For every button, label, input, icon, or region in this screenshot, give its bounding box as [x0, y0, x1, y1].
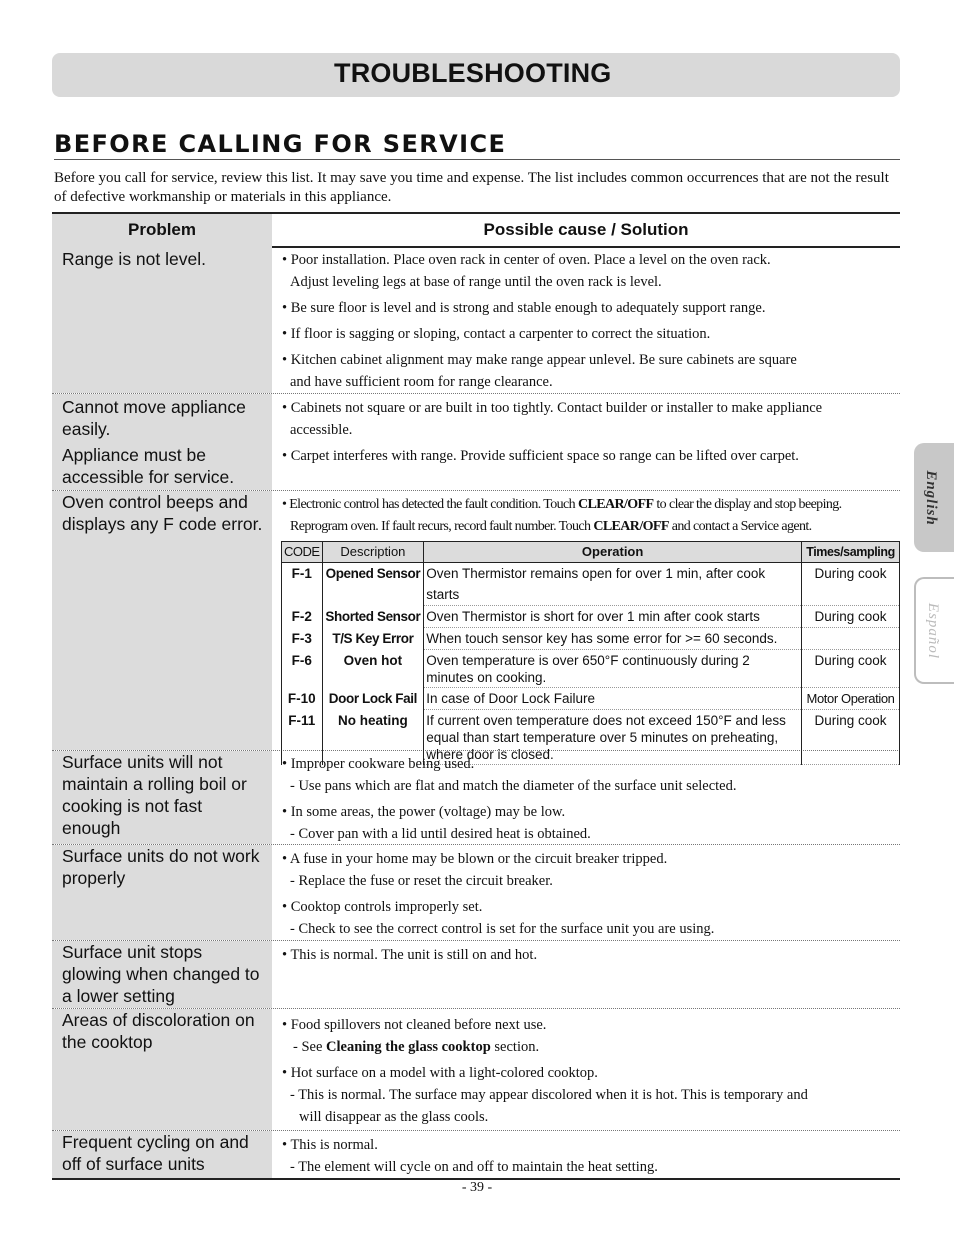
- fault-code-table: [281, 541, 900, 765]
- solution-item: • Hot surface on a model with a light-colored cooktop.: [282, 1065, 598, 1081]
- language-tab-label: Español: [925, 602, 941, 659]
- code-row: [282, 563, 900, 606]
- code-timing: [802, 628, 900, 650]
- solution-cell: [282, 397, 900, 467]
- code-timing: During cook: [802, 606, 900, 628]
- problem-cell: [52, 1131, 272, 1178]
- code-operation: Oven Thermistor remains open for over 1 min, after cook starts: [424, 563, 802, 606]
- table-row: [52, 845, 900, 941]
- solution-item: • Be sure floor is level and is strong and stable enough to adequately support range.: [282, 300, 766, 316]
- solution-sub: - Check to see the correct control is set for the surface unit you are using.: [290, 921, 715, 937]
- language-tab-label: English: [923, 469, 939, 526]
- problem-cell: [52, 751, 272, 844]
- problem-text: Surface units do not work properly: [62, 846, 260, 888]
- intro-paragraph: Before you call for service, review this list. It may save you time and expense. The list includes common occurrences that are not the result of defective workmanship or materials in this appliance.: [54, 170, 889, 205]
- page-title: TROUBLESHOOTING: [334, 58, 612, 88]
- language-tab-english[interactable]: [914, 443, 954, 552]
- solution-sub: - The element will cycle on and off to maintain the heat setting.: [290, 1159, 658, 1175]
- solution-sub: Adjust leveling legs at base of range until the oven rack is level.: [290, 274, 662, 290]
- problem-text: Cannot move appliance easily.: [62, 397, 246, 439]
- section-title: BEFORE CALLING FOR SERVICE: [54, 130, 507, 158]
- solution-sub: and have sufficient room for range clearance.: [290, 374, 553, 390]
- code-operation: If current oven temperature does not exceed 150°F and less equal than start temperature over 5 minutes on preheating, where door is closed.: [424, 710, 802, 765]
- code-description: Door Lock Fail: [322, 688, 424, 710]
- section-divider: [54, 159, 900, 160]
- solution-item: • In some areas, the power (voltage) may be low.: [282, 804, 566, 820]
- solution-sub: - See Cleaning the glass cooktop section.: [293, 1039, 540, 1055]
- solution-cell: [282, 753, 900, 845]
- solution-sub: accessible.: [290, 422, 353, 438]
- code-header: CODE: [282, 542, 323, 563]
- problem-text: Areas of discoloration on the cooktop: [62, 1010, 255, 1052]
- solution-sub: - Replace the fuse or reset the circuit breaker.: [290, 873, 553, 889]
- code-value: F-6: [282, 650, 323, 688]
- problem-cell: [52, 1009, 272, 1130]
- solution-item: • Carpet interferes with range. Provide sufficient space so range can be lifted over carpet.: [282, 448, 799, 464]
- problem-cell: [52, 941, 272, 1008]
- table-header: [52, 212, 900, 248]
- problem-text: Surface units will not maintain a rolling boil or cooking is not fast enough: [62, 752, 247, 838]
- header-solution: Possible cause / Solution: [483, 220, 689, 239]
- code-value: F-10: [282, 688, 323, 710]
- code-operation: When touch sensor key has some error for >= 60 seconds.: [424, 628, 802, 650]
- table-row: [52, 1131, 900, 1180]
- solution-cell: [282, 249, 900, 393]
- problem-cell: [52, 394, 272, 490]
- code-description: No heating: [322, 710, 424, 765]
- solution-item: • Electronic control has detected the fault condition. Touch CLEAR/OFF to clear the display and stop beeping.: [282, 497, 842, 512]
- operation-header: Operation: [424, 542, 802, 563]
- code-description: Shorted Sensor: [322, 606, 424, 628]
- problem-cell: [52, 491, 272, 750]
- solution-item: • A fuse in your home may be blown or the circuit breaker tripped.: [282, 851, 668, 867]
- solution-cell: [282, 848, 900, 940]
- solution-cell: [282, 1134, 900, 1178]
- problem-text: Appliance must be accessible for service.: [62, 445, 235, 487]
- code-operation: In case of Door Lock Failure: [424, 688, 802, 710]
- problem-cell: [52, 845, 272, 940]
- table-row: [52, 394, 900, 491]
- code-operation: Oven Thermistor is short for over 1 min after cook starts: [424, 606, 802, 628]
- code-description: Opened Sensor: [322, 563, 424, 606]
- times-header: Times/sampling: [802, 542, 900, 563]
- solution-sub: Reprogram oven. If fault recurs, record fault number. Touch CLEAR/OFF and contact a Service agent.: [290, 519, 812, 534]
- solution-cell: [282, 944, 900, 966]
- solution-item: • This is normal. The unit is still on and hot.: [282, 947, 538, 963]
- solution-item: • Cabinets not square or are built in too tightly. Contact builder or installer to make appliance: [282, 400, 823, 416]
- page-number: - 39 -: [461, 1180, 493, 1195]
- code-value: F-3: [282, 628, 323, 650]
- table-row: [52, 491, 900, 762]
- solution-item: • Cooktop controls improperly set.: [282, 899, 483, 915]
- solution-cell: [282, 494, 900, 538]
- code-value: F-1: [282, 563, 323, 606]
- language-tab-espanol[interactable]: [914, 577, 954, 684]
- solution-sub: will disappear as the glass cools.: [299, 1109, 489, 1125]
- description-header: Description: [322, 542, 424, 563]
- code-timing: During cook: [802, 563, 900, 606]
- problem-text: Frequent cycling on and off of surface units: [62, 1132, 249, 1174]
- solution-item: • Poor installation. Place oven rack in center of oven. Place a level on the oven rack.: [282, 252, 771, 268]
- code-row: [282, 606, 900, 628]
- solution-cell: [282, 1014, 900, 1128]
- solution-item: • Food spillovers not cleaned before next use.: [282, 1017, 547, 1033]
- code-row: [282, 628, 900, 650]
- code-row: [282, 650, 900, 688]
- code-timing: During cook: [802, 650, 900, 688]
- code-description: Oven hot: [322, 650, 424, 688]
- solution-sub: - Use pans which are flat and match the diameter of the surface unit selected.: [290, 778, 737, 794]
- problem-text: Range is not level.: [62, 249, 206, 269]
- code-timing: Motor Operation: [802, 688, 900, 710]
- troubleshooting-table: [52, 212, 900, 1175]
- problem-text: Oven control beeps and displays any F code error.: [62, 492, 263, 534]
- code-description: T/S Key Error: [322, 628, 424, 650]
- solution-item: • Kitchen cabinet alignment may make range appear unlevel. Be sure cabinets are square: [282, 352, 797, 368]
- code-operation: Oven temperature is over 650°F continuously during 2 minutes on cooking.: [424, 650, 802, 688]
- solution-item: • If floor is sagging or sloping, contact a carpenter to correct the situation.: [282, 326, 711, 342]
- code-value: F-2: [282, 606, 323, 628]
- code-row: [282, 688, 900, 710]
- table-row: [52, 1009, 900, 1131]
- solution-item: • Improper cookware being used.: [282, 756, 475, 772]
- problem-text: Surface unit stops glowing when changed to a lower setting: [62, 942, 260, 1006]
- title-banner: [52, 53, 900, 97]
- problem-cell: [52, 246, 272, 393]
- solution-item: • This is normal.: [282, 1137, 378, 1153]
- solution-sub: - This is normal. The surface may appear discolored when it is hot. This is temporary and: [290, 1087, 808, 1103]
- table-row: [52, 941, 900, 1009]
- table-row: [52, 751, 900, 845]
- header-problem: Problem: [52, 214, 272, 246]
- solution-sub: - Cover pan with a lid until desired heat is obtained.: [290, 826, 591, 842]
- code-timing: During cook: [802, 710, 900, 765]
- code-value: F-11: [282, 710, 323, 765]
- table-row: [52, 246, 900, 394]
